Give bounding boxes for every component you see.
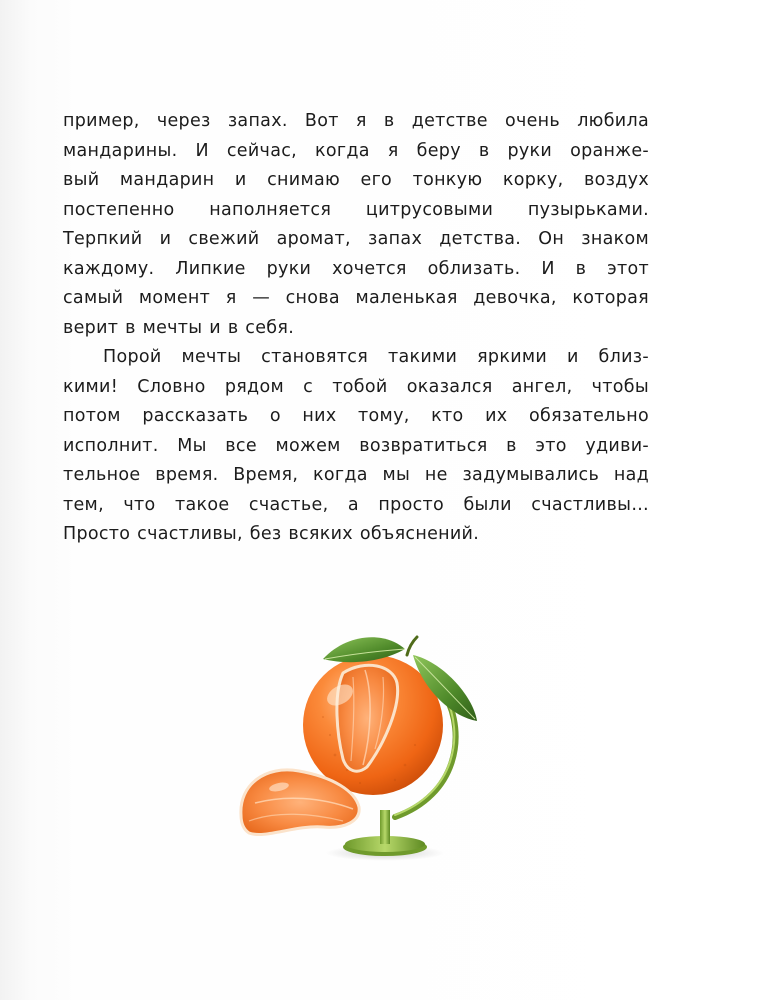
text-line: вый мандарин и снимаю его тонкую корку, воздух: [63, 170, 649, 190]
text-line: потом рассказать о них тому, кто их обязательно: [63, 406, 649, 426]
text-line: кими! Словно рядом с тобой оказался ангел, чтобы: [63, 376, 649, 397]
text-line: верит в мечты и в себя.: [63, 317, 295, 338]
text-line: мандарины. И сейчас, когда я беру в руки оранже-: [63, 140, 649, 161]
text-line: Просто счастливы, без всяких объяснений.: [63, 524, 480, 544]
text-line: тельное время. Время, когда мы не задумывались над: [63, 465, 649, 485]
text-line: пример, через запах. Вот я в детстве очень любила: [63, 111, 649, 131]
tangerine-globe-illustration: [235, 625, 485, 865]
text-line: постепенно наполняется цитрусовыми пузырьками.: [63, 199, 649, 220]
body-text: [63, 107, 649, 550]
text-line: самый момент я — снова маленькая девочка, которая: [63, 288, 649, 308]
stem: [407, 637, 417, 655]
text-line: Порой мечты становятся такими яркими и близ-: [103, 347, 649, 367]
text-line: Терпкий и свежий аромат, запах детства. Он знаком: [63, 229, 649, 249]
text-line: каждому. Липкие руки хочется облизать. И в этот: [63, 258, 649, 279]
text-line: тем, что такое счастье, а просто были счастливы…: [63, 494, 649, 515]
text-line: исполнит. Мы все можем возвратиться в это удиви-: [63, 435, 649, 456]
